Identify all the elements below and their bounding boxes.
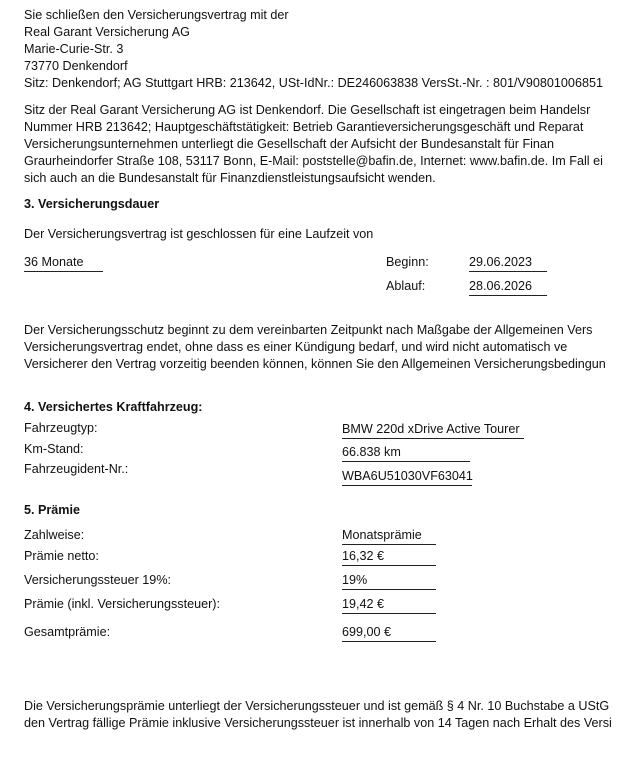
section4-heading: 4. Versichertes Kraftfahrzeug:	[24, 400, 203, 414]
vin-value: WBA6U51030VF63041	[342, 468, 472, 486]
company-paragraph-line: Nummer HRB 213642; Hauptgeschäftstätigkeit: Betrieb Garantieversicherungsgeschäft und Reparat	[24, 120, 584, 134]
insurer-street: Marie-Curie-Str. 3	[24, 42, 124, 56]
insurer-name: Real Garant Versicherung AG	[24, 25, 190, 39]
net-premium-value: 16,32 €	[342, 548, 436, 566]
coverage-paragraph-line: Versicherungsvertrag endet, ohne dass es einer Kündigung bedarf, und wird nicht automatisch ve	[24, 340, 568, 354]
total-premium-label: Gesamtprämie:	[24, 625, 111, 639]
coverage-paragraph-line: Versicherer den Vertrag vorzeitig beenden können, können Sie den Allgemeinen Versicherungsbedingun	[24, 357, 606, 371]
tax-paragraph-line: Die Versicherungsprämie unterliegt der Versicherungssteuer und ist gemäß § 4 Nr. 10 Buchstabe a UStG	[24, 699, 610, 713]
insurance-tax-label: Versicherungssteuer 19%:	[24, 573, 172, 587]
company-paragraph-line: Sitz der Real Garant Versicherung AG ist Denkendorf. Die Gesellschaft ist eingetragen beim Handelsr	[24, 103, 591, 117]
insurance-tax-value: 19%	[342, 572, 436, 590]
payment-mode-value: Monatsprämie	[342, 527, 436, 545]
insurer-registration: Sitz: Denkendorf; AG Stuttgart HRB: 213642, USt-IdNr.: DE246063838 VersSt.-Nr. : 801/V90801006851	[24, 76, 603, 90]
company-paragraph	[24, 102, 622, 187]
duration-value: 36 Monate	[24, 254, 103, 272]
end-label: Ablauf:	[386, 279, 426, 293]
section5-heading: 5. Prämie	[24, 503, 81, 517]
tax-paragraph	[24, 698, 622, 732]
begin-value: 29.06.2023	[469, 254, 547, 272]
begin-label: Beginn:	[386, 255, 429, 269]
coverage-paragraph	[24, 322, 622, 373]
gross-premium-value: 19,42 €	[342, 596, 436, 614]
coverage-paragraph-line: Der Versicherungsschutz beginnt zu dem vereinbarten Zeitpunkt nach Maßgabe der Allgemeinen Vers	[24, 323, 593, 337]
vehicle-type-value: BMW 220d xDrive Active Tourer	[342, 421, 524, 439]
total-premium-value: 699,00 €	[342, 624, 436, 642]
mileage-value: 66.838 km	[342, 444, 470, 462]
end-value: 28.06.2026	[469, 278, 547, 296]
payment-mode-label: Zahlweise:	[24, 528, 85, 542]
vin-label: Fahrzeugident-Nr.:	[24, 462, 129, 476]
insurer-city: 73770 Denkendorf	[24, 59, 128, 73]
section3-heading: 3. Versicherungsdauer	[24, 197, 160, 211]
duration-intro: Der Versicherungsvertrag ist geschlossen für eine Laufzeit von	[24, 227, 374, 241]
tax-paragraph-line: den Vertrag fällige Prämie inklusive Versicherungssteuer ist innerhalb von 14 Tagen nach Erhalt des Versi	[24, 716, 612, 730]
insurer-line-1: Sie schließen den Versicherungsvertrag mit der	[24, 8, 289, 22]
mileage-label: Km-Stand:	[24, 442, 84, 456]
company-paragraph-line: Graurheindorfer Straße 108, 53117 Bonn, E-Mail: poststelle@bafin.de, Internet: www.bafin.de. Im Fall ei	[24, 154, 603, 168]
company-paragraph-line: Versicherungsunternehmen unterliegt die Gesellschaft der Aufsicht der Bundesanstalt für Finan	[24, 137, 554, 151]
gross-premium-label: Prämie (inkl. Versicherungssteuer):	[24, 597, 220, 611]
company-paragraph-line: sich auch an die Bundesanstalt für Finanzdienstleistungsaufsicht wenden.	[24, 171, 436, 185]
net-premium-label: Prämie netto:	[24, 549, 99, 563]
vehicle-type-label: Fahrzeugtyp:	[24, 421, 98, 435]
